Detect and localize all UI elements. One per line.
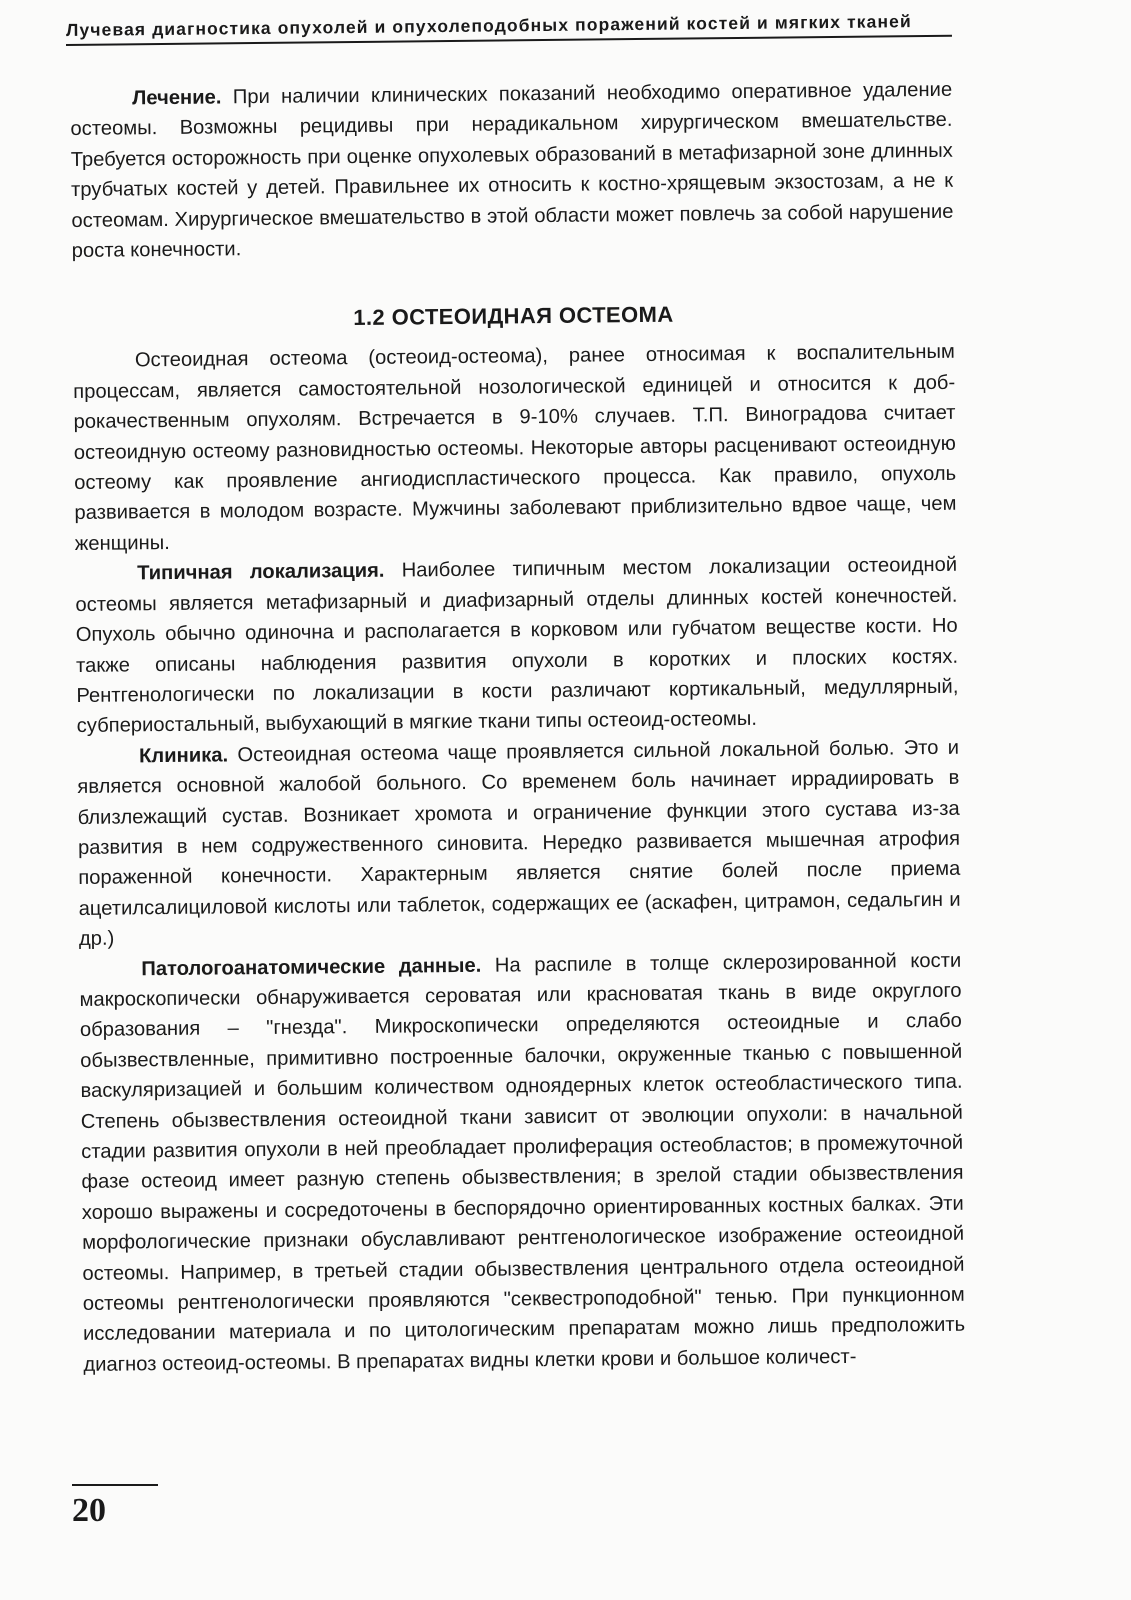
pathology-text: На распиле в толще склерозированной кости макроскопически обнаруживается сероватая или красноватая ткань в виде округлого образования – "гнезда". Микроскопически определяются остеоидные и слабо обызвествленные, примитивно построенные балочки, окруженные тканью с повышенной васкуляризацией и большим количеством одноядерных клеток остеобластического типа. Степень обызвествления остеоидной ткани зависит от эволюции опухоли: в начальной стадии развития опухоли в ней преобладает пролиферация остеобластов; в промежуточной фазе остеоид имеет разную степень обызвествления; в зрелой стадии обызвествления хорошо выражены и сосредоточены в беспорядочно ориентированных костных балках. Эти морфологические признаки обуславливают рентгенологическое изображение остеоидной остеомы. Например, в третьей стадии обызвествления центрального отдела остеоидной остеомы рентгенологически проявляются "секвестроподобной" тенью. При пункционном исследовании материала и по цитологическим препаратам можно лишь предположить диагноз остеоид-остеомы. В препаратах видны клетки крови и большое количест- [79,949,966,1376]
localization-lead: Типичная локализация. [137,560,385,585]
paragraph-pathology [79,945,965,1380]
footer-rule [72,1484,158,1486]
paragraph-intro [73,337,957,559]
running-header: Лучевая диагностика опухолей и опухолеподобных поражений костей и мягких тканей [66,11,912,40]
pathology-lead: Патологоанатомические данные. [141,954,482,980]
treatment-lead: Лечение. [132,86,222,110]
paragraph-localization [75,550,959,742]
intro-text: Остеоидная остеома (остеоид-остеома), ранее относимая к воспалительным процессам, является самостоятельной нозологической единицей и относится к доброкачественным опухолям. Встречается в 9-10% случаев. Т.П. Виноградова считает остеоидную остеому разновидностью остеомы. Некоторые авторы расценивают остеоидную остеому как проявление ангиодиспластического процесса. Как правило, опухоль развивается в молодом возрасте. Мужчины заболевают приблизительно вдвое чаще, чем женщины. [73,341,957,555]
paragraph-treatment [70,75,954,267]
section-heading: 1.2 ОСТЕОИДНАЯ ОСТЕОМА [353,302,674,331]
page-number: 20 [72,1492,106,1529]
localization-text: Наиболее типичным местом локализации остеоидной остеомы является метафизарный и диафизарный отделы длинных костей конечностей. Опухоль обычно одиночна и располагается в корковом или губчатом веществе кости. Но также описаны наблюдения развития опухоли в коротких и плоских костях. Рентгенологически по локализации в кости различают кортикальный, медуллярный, субпериостальный, выбухающий в мягкие ткани типы остеоид-остеомы. [75,554,959,738]
treatment-text: При наличии клинических показаний необходимо оперативное удаление остеомы. Возможны рецидивы при нерадикальном хирургическом вмешательстве. Требуется осторожность при оценке опухолевых образований в метафизарной зоне длинных трубчатых костей у детей. Правильнее их относить к костно-хрящевым экзостозам, а не к остеомам. Хирургическое вмешательство в этой области может повлечь за собой нарушение роста конечности. [70,78,954,263]
clinic-lead: Клиника. [138,744,229,768]
clinic-text: Остеоидная остеома чаще проявляется сильной локальной болью. Это и является основной жалобой больного. Со временем боль начинает иррадиировать в близлежащий сустав. Возникает хромота и ограничение функции этого сустава из-за развития в нем содружественного синовита. Нередко развивается мышечная атрофия пораженной конечности. Характерным является снятие болей после приема ацетилсалициловой кислоты или таблеток, содержащих ее (аскафен, цитрамон, седальгин и др.) [77,736,961,951]
page-body [70,75,966,1380]
paragraph-clinic [77,732,961,954]
